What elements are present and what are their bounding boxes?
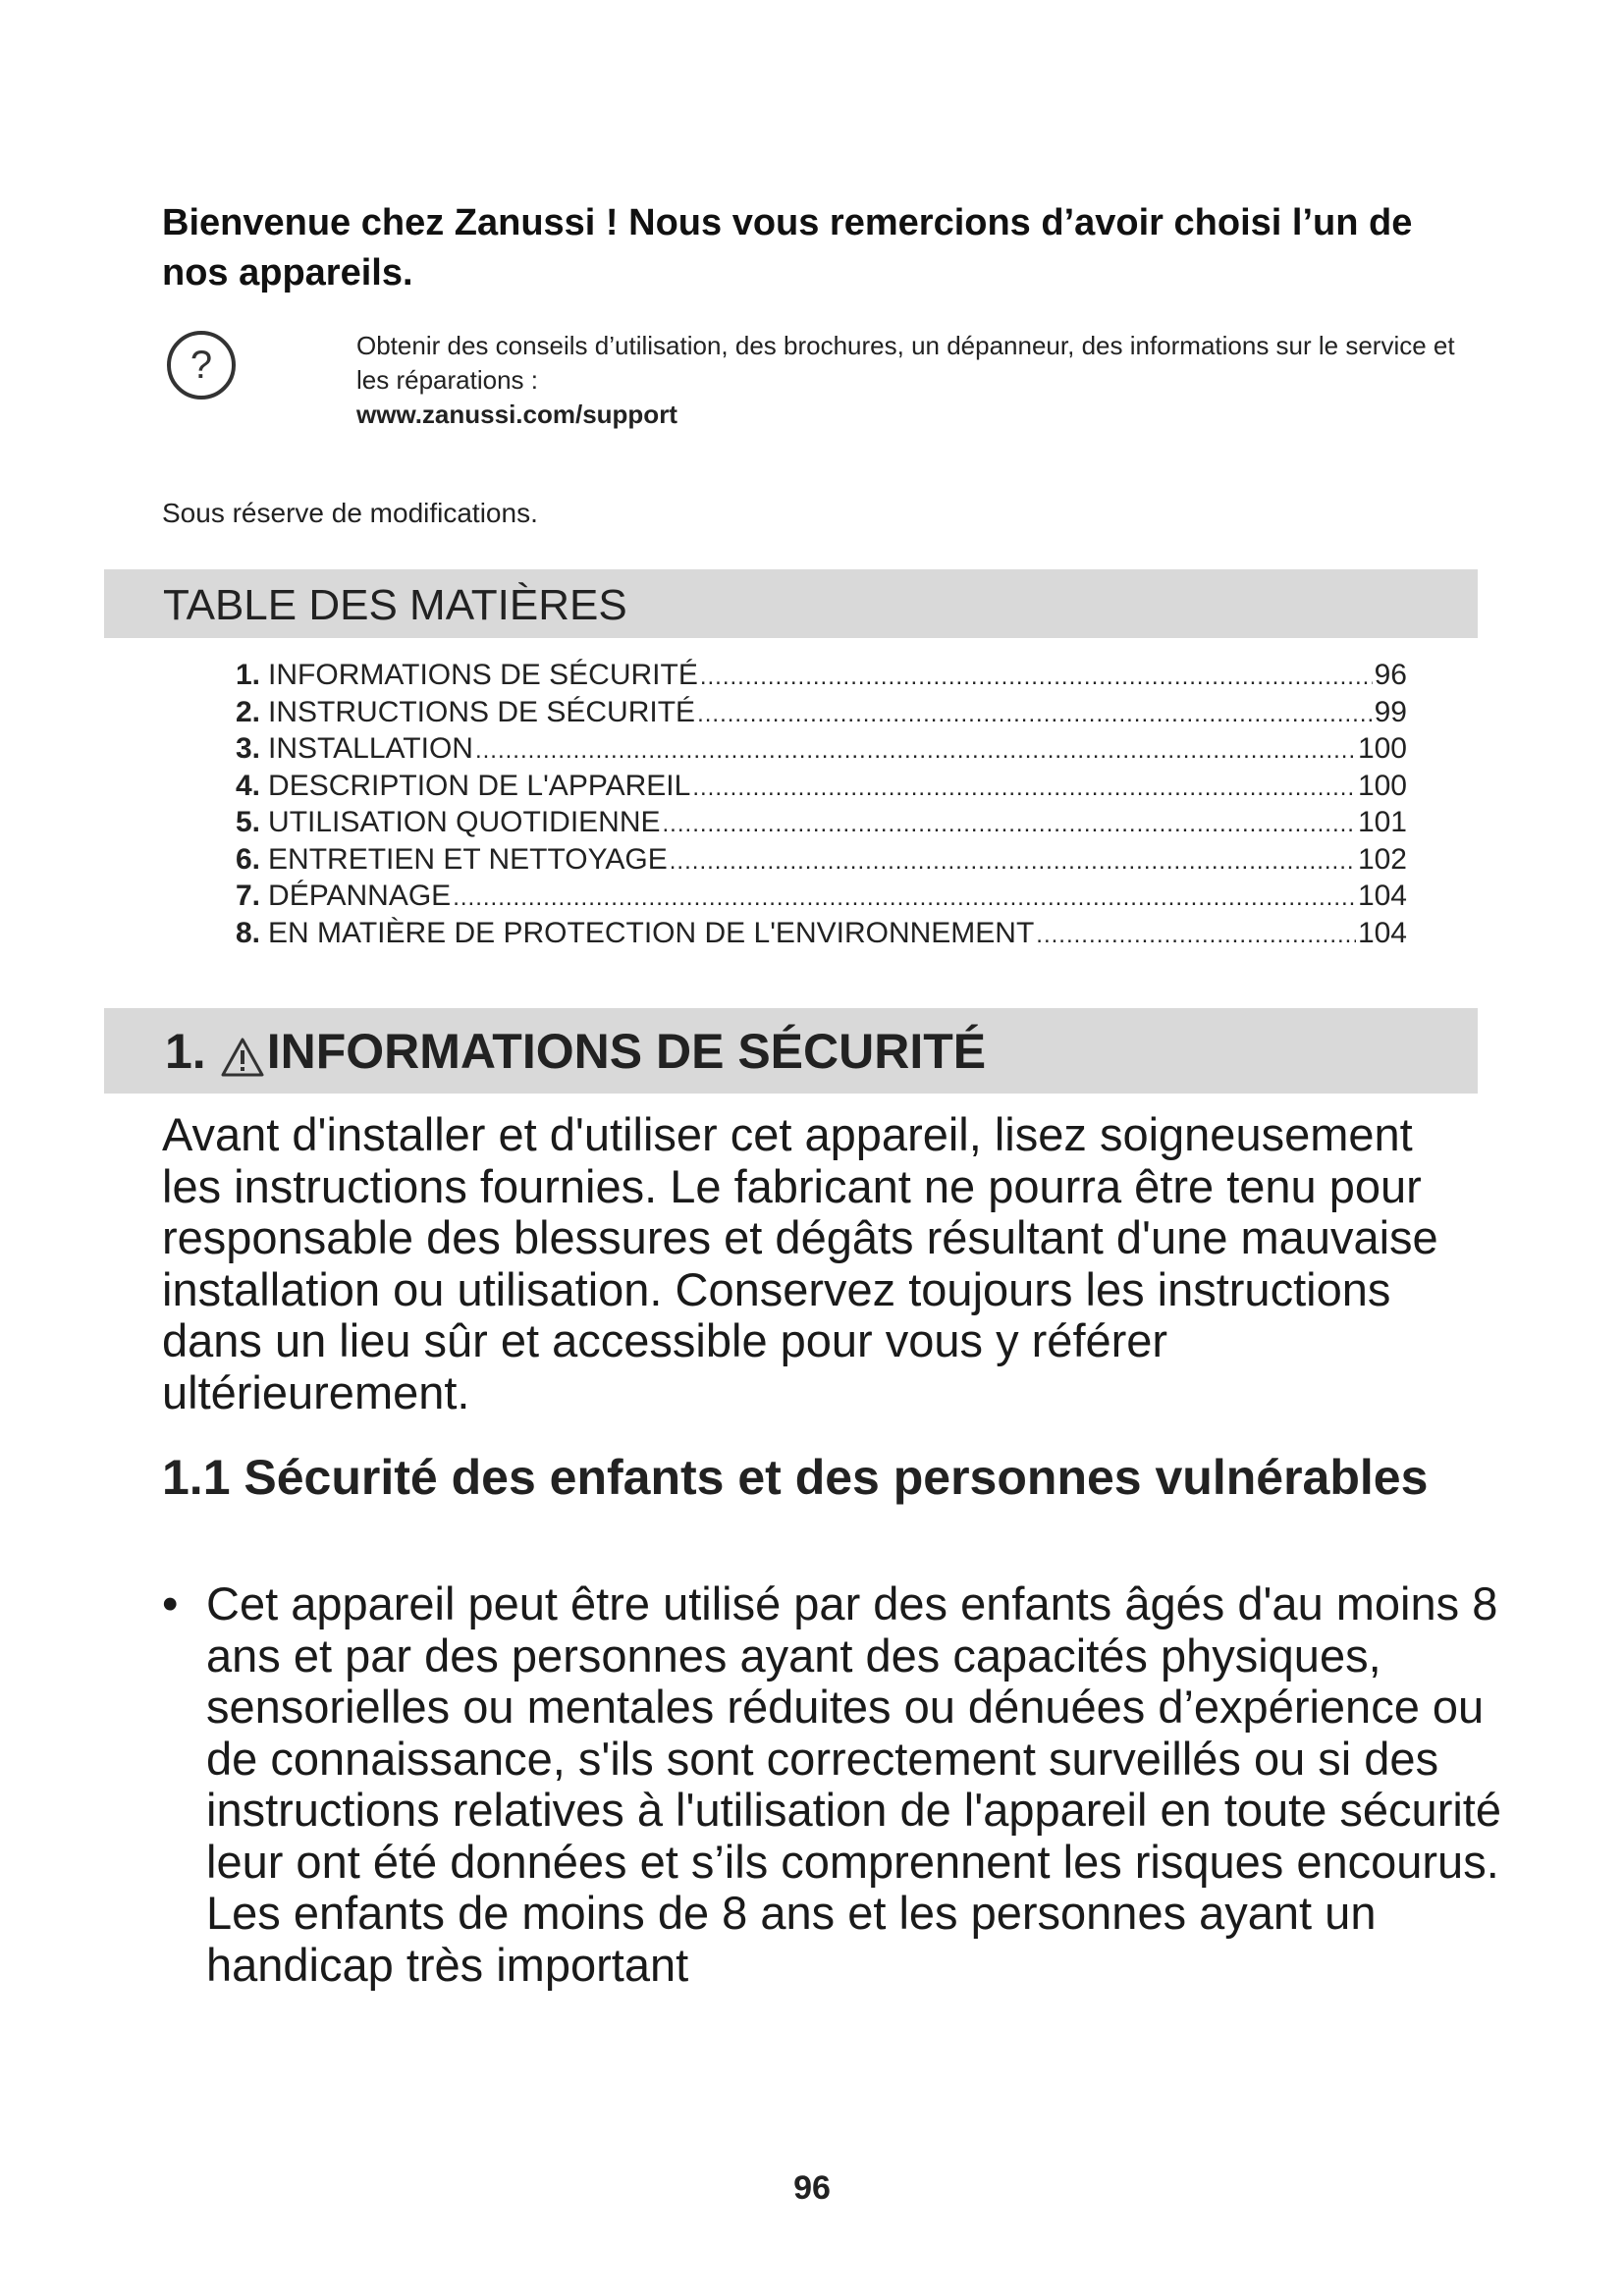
toc-item-page: 100 bbox=[1357, 732, 1407, 765]
toc-item-number: 1. bbox=[236, 659, 261, 691]
svg-text:?: ? bbox=[189, 344, 213, 387]
support-info bbox=[356, 329, 1476, 432]
toc-item-label: INFORMATIONS DE SÉCURITÉ bbox=[268, 659, 698, 691]
toc-item-page: 99 bbox=[1374, 695, 1407, 728]
toc-item-label: UTILISATION QUOTIDIENNE bbox=[268, 806, 661, 838]
bullet-mark: • bbox=[162, 1577, 179, 1629]
toc-title: TABLE DES MATIÈRES bbox=[163, 581, 627, 629]
toc-item[interactable] bbox=[236, 878, 1407, 915]
toc-item[interactable] bbox=[236, 768, 1407, 805]
section-title bbox=[165, 1021, 986, 1082]
toc-dot-leader bbox=[700, 657, 1373, 696]
warning-triangle-icon bbox=[220, 1031, 265, 1072]
toc-item[interactable] bbox=[236, 657, 1407, 694]
toc-item[interactable] bbox=[236, 804, 1407, 841]
toc-item-number: 7. bbox=[236, 880, 261, 912]
disclaimer-text: Sous réserve de modifications. bbox=[162, 498, 538, 528]
toc-dot-leader bbox=[692, 768, 1356, 807]
toc-list bbox=[236, 657, 1407, 951]
toc-item-page: 100 bbox=[1357, 769, 1407, 802]
section-number: 1. bbox=[165, 1024, 206, 1079]
toc-item-page: 96 bbox=[1374, 659, 1407, 691]
toc-item-page: 104 bbox=[1357, 880, 1407, 912]
toc-item-number: 5. bbox=[236, 806, 261, 838]
toc-item-page: 101 bbox=[1357, 806, 1407, 838]
toc-dot-leader bbox=[453, 878, 1356, 917]
toc-dot-leader bbox=[670, 841, 1356, 881]
support-url-link[interactable]: www.zanussi.com/support bbox=[356, 400, 677, 429]
bullet-list-item bbox=[162, 1578, 1522, 1991]
intro-paragraph: Avant d'installer et d'utiliser cet appareil, lisez soigneusement les instructions fournies. Le fabricant ne pourra être tenu pour responsable des blessures et dégâts résultant d'une mauvaise installation ou utilisation. Conservez toujours les instructions dans un lieu sûr et accessible pour vous y référer ultérieurement. bbox=[162, 1108, 1438, 1418]
welcome-title: Bienvenue chez Zanussi ! Nous vous remercions d’avoir choisi l’un de nos appareils. bbox=[162, 202, 1413, 294]
toc-item-number: 3. bbox=[236, 732, 261, 765]
toc-item-label: EN MATIÈRE DE PROTECTION DE L'ENVIRONNEMENT bbox=[268, 916, 1035, 949]
toc-item-page: 104 bbox=[1357, 916, 1407, 949]
bullet-text: Cet appareil peut être utilisé par des enfants âgés d'au moins 8 ans et par des personnes ayant des capacités physiques, sensorielles ou mentales réduites ou dénuées d’expérience ou de connaissance, s'ils sont correctement surveillés ou si des instructions relatives à l'utilisation de l'appareil en toute sécurité leur ont été données et s’ils comprennent les risques encourus. Les enfants de moins de 8 ans et les personnes ayant un handicap très important bbox=[206, 1577, 1501, 1991]
toc-item-label: DESCRIPTION DE L'APPAREIL bbox=[268, 769, 691, 802]
toc-item-label: DÉPANNAGE bbox=[268, 880, 452, 912]
toc-item[interactable] bbox=[236, 915, 1407, 952]
toc-item-number: 6. bbox=[236, 842, 261, 876]
toc-dot-leader bbox=[475, 730, 1356, 770]
toc-item-page: 102 bbox=[1357, 842, 1407, 876]
toc-item[interactable] bbox=[236, 841, 1407, 879]
toc-item-number: 2. bbox=[236, 695, 261, 728]
toc-item-number: 4. bbox=[236, 769, 261, 802]
question-circle-icon bbox=[165, 329, 238, 401]
page-number: 96 bbox=[793, 2169, 831, 2207]
section-title-text: INFORMATIONS DE SÉCURITÉ bbox=[266, 1024, 987, 1079]
toc-item-label: INSTRUCTIONS DE SÉCURITÉ bbox=[268, 695, 696, 728]
subsection-title: 1.1 Sécurité des enfants et des personnes vulnérables bbox=[162, 1450, 1429, 1505]
toc-item-label: INSTALLATION bbox=[268, 732, 473, 765]
toc-item-label: ENTRETIEN ET NETTOYAGE bbox=[268, 842, 668, 876]
support-text: Obtenir des conseils d’utilisation, des brochures, un dépanneur, des informations sur le service et les réparations : bbox=[356, 331, 1455, 395]
toc-item-number: 8. bbox=[236, 916, 261, 949]
toc-dot-leader bbox=[697, 694, 1373, 733]
toc-dot-leader bbox=[1036, 915, 1356, 954]
toc-item[interactable] bbox=[236, 694, 1407, 731]
toc-item[interactable] bbox=[236, 730, 1407, 768]
toc-dot-leader bbox=[663, 804, 1356, 843]
